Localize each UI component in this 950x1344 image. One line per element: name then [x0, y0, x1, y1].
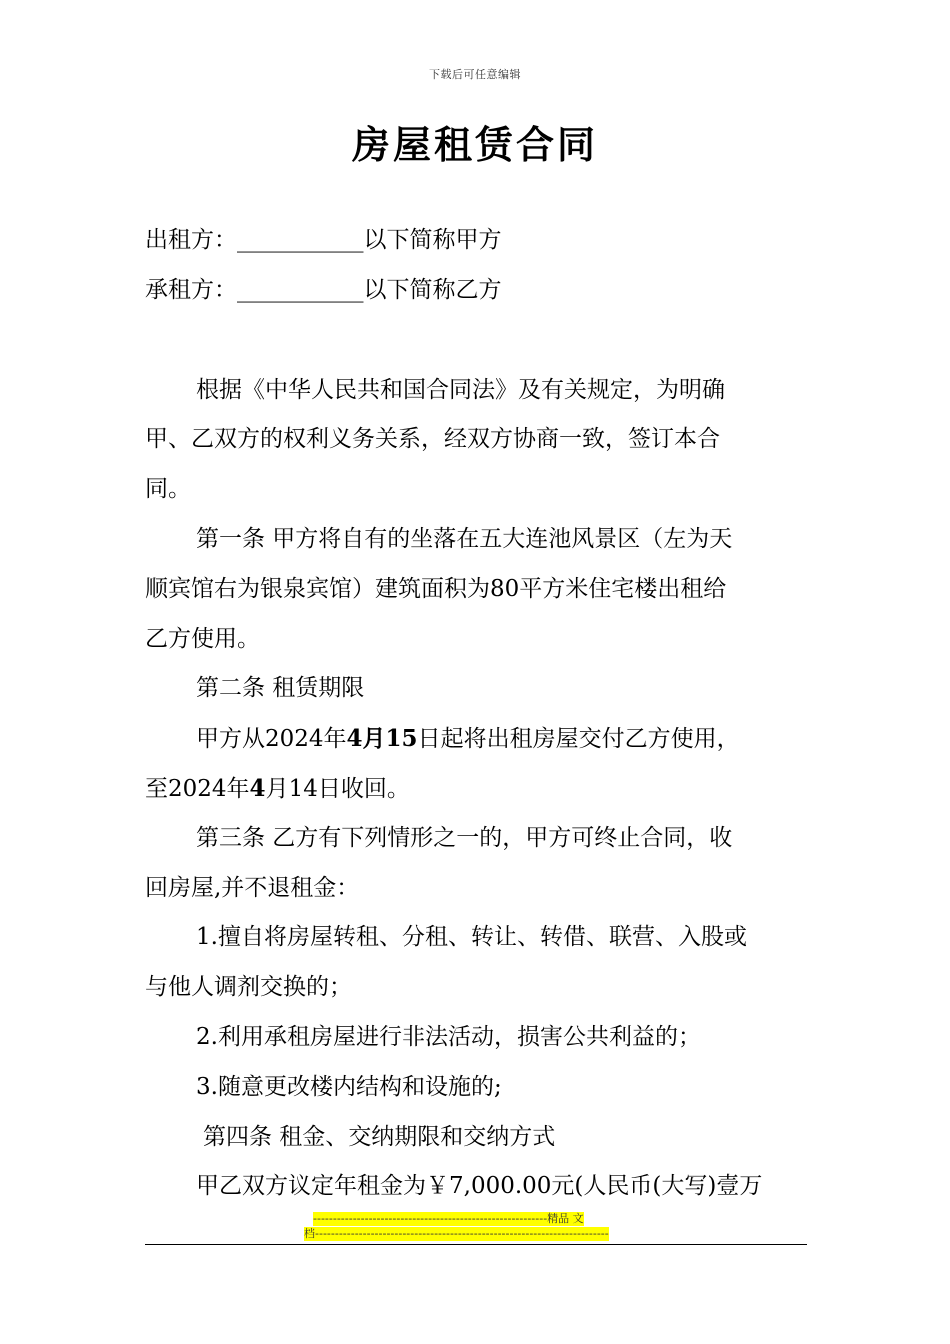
bold-month: 4: [249, 774, 266, 802]
paragraph-line: 甲、乙双方的权利义务关系，经双方协商一致，签订本合: [145, 426, 720, 453]
paragraph-line: 回房屋,并不退租金：: [145, 874, 360, 901]
paragraph-line: [145, 714, 807, 764]
text-run: 甲方从2024年: [196, 726, 347, 753]
header-note: 下载后可任意编辑: [429, 68, 521, 81]
paragraph-line: 甲乙双方议定年租金为￥7,000.00元(人民币(大写)壹万: [196, 1173, 763, 1200]
list-item: 3.随意更改楼内结构和设施的;: [196, 1073, 502, 1100]
bold-date: 4月15: [346, 725, 418, 753]
lessee-label: 承租方：: [145, 276, 237, 303]
lessor-blank: ___________: [237, 227, 364, 253]
footer-divider: [145, 1244, 807, 1245]
document-title: 房屋租赁合同: [351, 122, 598, 167]
list-item: 与他人调剂交换的；: [145, 974, 352, 1001]
list-item: 1.擅自将房屋转租、分租、转让、转借、联营、入股或: [196, 924, 747, 951]
lessee-line: [145, 266, 807, 316]
list-item: 2.利用承租房屋进行非法活动，损害公共利益的；: [196, 1023, 701, 1050]
paragraph-line: 第一条 甲方将自有的坐落在五大连池风景区（左为天: [196, 525, 733, 552]
spacer: [145, 316, 807, 366]
paragraph-line: 同。: [145, 476, 191, 503]
document-body: [145, 216, 807, 1212]
lessee-blank: ___________: [237, 276, 364, 303]
lessor-suffix: 以下简称甲方: [363, 227, 502, 253]
text-run: 至2024年: [145, 775, 250, 802]
footer-watermark-line: -----------------------------------------------------------精品 文: [313, 1212, 584, 1225]
paragraph-line: 乙方使用。: [145, 625, 260, 652]
article-heading: 第二条 租赁期限: [196, 675, 365, 702]
paragraph-line: 第三条 乙方有下列情形之一的，甲方可终止合同，收: [196, 824, 733, 851]
footer-watermark-line: 档--------------------------------------------------------------------------: [304, 1227, 609, 1240]
text-run: 日起将出租房屋交付乙方使用，: [417, 726, 740, 753]
text-run: 月14日收回。: [265, 775, 410, 802]
paragraph-line: [145, 764, 807, 814]
article-heading: 第四条 租金、交纳期限和交纳方式: [203, 1123, 556, 1150]
paragraph-line: 根据《中华人民共和国合同法》及有关规定，为明确: [196, 376, 725, 403]
lessee-suffix: 以下简称乙方: [363, 276, 502, 303]
paragraph-line: 顺宾馆右为银泉宾馆）建筑面积为80平方米住宅楼出租给: [145, 575, 727, 602]
lessor-label: 出租方：: [145, 227, 237, 253]
lessor-line: [145, 216, 807, 266]
